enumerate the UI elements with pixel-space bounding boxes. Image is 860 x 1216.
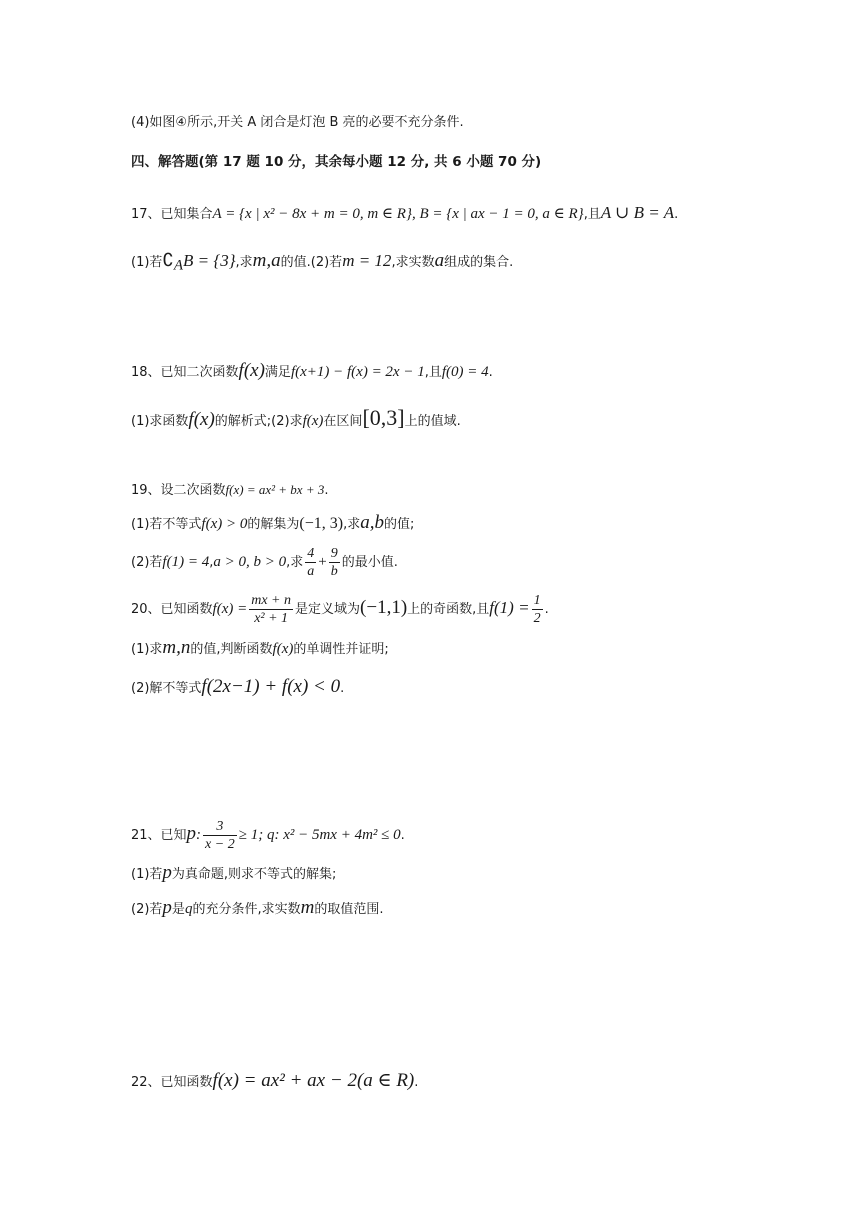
q21-part1-end: 为真命题,则求不等式的解集; [171,867,337,882]
q21-p: p [186,823,197,844]
q19-equation: f(x) = ax² + bx + 3 [225,482,325,497]
q21-end: . [400,828,405,843]
q21-stem [131,814,405,856]
q21-part2-mid2: 的充分条件,求实数 [192,902,301,917]
q21-part1-prefix: (1)若 [131,867,163,882]
q17-part2-mid: ,求实数 [391,255,435,270]
q19-part1-mid: 的解集为 [247,517,300,532]
fraction-numerator: 1 [533,593,541,608]
q22-stem [131,1071,418,1093]
fraction-denominator: x − 2 [205,837,235,852]
q17-part2-var: a [434,250,445,271]
q21-part2 [131,898,383,920]
fraction-denominator: 2 [533,611,541,626]
q17-part2-equation: m = 12 [342,251,392,270]
q19-part1-mid2: ,求 [343,517,361,532]
q19-part2-cond1: f(1) = 4 [162,554,210,570]
q20-part2-inequality: f(2x−1) + f(x) < 0 [201,676,341,697]
q18-part2-end: 上的值域. [404,414,461,429]
q17-mid: ,且 [583,207,601,222]
plus-sign: + [318,554,327,570]
q17-stem [131,203,678,225]
q20-part1-fx: f(x) [272,641,294,657]
q19-part1-inequality: f(x) > 0 [201,516,248,532]
q21-part2-var: p [162,897,172,918]
q19-lead: 19、设二次函数 [131,483,226,498]
q19-part2 [131,542,398,583]
fraction-4-over-a [305,545,316,580]
q19-part2-sep: , [209,555,214,570]
q17-part1-mid: ,求 [235,255,253,270]
q17-part1-vars: m,a [252,250,281,271]
q19-part1-vars: a,b [360,512,384,533]
q20-domain: (−1,1) [360,597,408,618]
fraction-mx-plus-n [249,592,293,627]
q19-part2-mid: ,求 [286,555,304,570]
q19-part1 [131,513,414,535]
fraction-denominator: a [307,564,315,579]
q18-part2-fx: f(x) [302,413,324,429]
q21-part1 [131,863,336,885]
q19-part1-end: 的值; [383,517,415,532]
q17-end: . [674,207,679,222]
q18-equation-2: f(0) = 4 [441,364,489,380]
q20-end: . [544,602,549,617]
q21-part2-m: m [300,897,315,918]
q19-part1-prefix: (1)若不等式 [131,517,202,532]
q21-part2-prefix: (2)若 [131,902,163,917]
q17-part1-mid2: 的值.(2)若 [280,255,343,270]
q17-set-a: A = {x | x² − 8x + m = 0, m ∈ R} [212,206,412,222]
q22-lead: 22、已知函数 [131,1075,213,1090]
q20-mid: 是定义域为 [295,602,361,617]
fraction-denominator: x² + 1 [254,611,289,626]
q21-part2-q: q [184,901,193,917]
q20-lead: 20、已知函数 [131,602,213,617]
q18-equation-1: f(x+1) − f(x) = 2x − 1 [290,364,425,380]
q22-equation: f(x) = ax² + ax − 2(a ∈ R) [212,1070,415,1091]
q21-rest: ≥ 1; q: x² − 5mx + 4m² ≤ 0 [238,827,401,843]
q20-stem [131,588,549,630]
q20-mid2: 上的奇函数,且 [407,602,490,617]
q20-part1-mid: 的值,判断函数 [190,642,273,657]
q21-part2-mid: 是 [171,902,185,917]
fraction-numerator: mx + n [251,593,292,608]
statement-4-text: (4)如图④所示,开关 A 闭合是灯泡 B 亮的必要不充分条件. [131,115,464,130]
q20-part2-prefix: (2)解不等式 [131,681,202,696]
q20-part1-end: 的单调性并证明; [293,642,389,657]
fraction-numerator: 9 [330,546,338,561]
q19-stem [131,480,328,501]
fraction-one-half [532,592,543,627]
q18-part1-fx: f(x) [188,409,215,430]
q21-colon: : [196,827,202,843]
q20-part1-prefix: (1)求 [131,642,163,657]
q19-end: . [324,483,329,498]
complement-subscript: A [173,257,184,274]
fraction-numerator: 4 [307,546,315,561]
q21-part1-var: p [162,862,172,883]
q20-part1-vars: m,n [162,637,191,658]
fraction-denominator: b [330,564,338,579]
q17-condition: A ∪ B = A [600,203,675,222]
q20-fx: f(x) = [212,601,248,617]
q17-part1-prefix: (1)若 [131,255,163,270]
q19-part2-prefix: (2)若 [131,555,163,570]
q20-condition: f(1) = [489,598,530,617]
q18-part2-mid: 在区间 [323,414,363,429]
q18-mid2: ,且 [424,365,442,380]
q18-fx: f(x) [238,360,265,381]
q21-lead: 21、已知 [131,828,187,843]
q22-end: . [414,1075,419,1090]
q18-part1-mid: 的解析式;(2)求 [214,414,303,429]
q18-stem [131,361,493,383]
statement-4 [131,113,464,133]
fraction-9-over-b [329,545,340,580]
fraction-3-over-x-minus-2 [203,818,237,853]
q17-part1-equation: B = {3} [183,251,236,270]
q19-part2-end: 的最小值. [341,555,398,570]
section-heading [131,152,541,172]
q20-part1 [131,638,389,660]
q17-lead: 17、已知集合 [131,207,213,222]
q18-interval: [0,3] [362,405,405,430]
q17-set-b: , B = {x | ax − 1 = 0, a ∈ R} [411,206,584,222]
q18-part1-prefix: (1)求函数 [131,414,189,429]
fraction-numerator: 3 [203,818,237,836]
q19-part2-cond2: a > 0, b > 0 [213,554,287,570]
q19-part1-set: (−1, 3) [299,515,344,532]
q17-parts [131,250,513,276]
q18-parts [131,405,461,432]
section-heading-text: 四、解答题(第 17 题 10 分，其余每小题 12 分, 共 6 小题 70 分) [131,154,542,170]
q21-part2-end: 的取值范围. [314,902,384,917]
complement-symbol: ∁ [162,250,174,270]
q20-part2-end: . [340,681,345,696]
q18-mid: 满足 [264,365,291,380]
q18-lead: 18、已知二次函数 [131,365,239,380]
q17-part2-end: 组成的集合. [444,255,514,270]
q18-end: . [488,365,493,380]
q20-part2 [131,677,344,699]
